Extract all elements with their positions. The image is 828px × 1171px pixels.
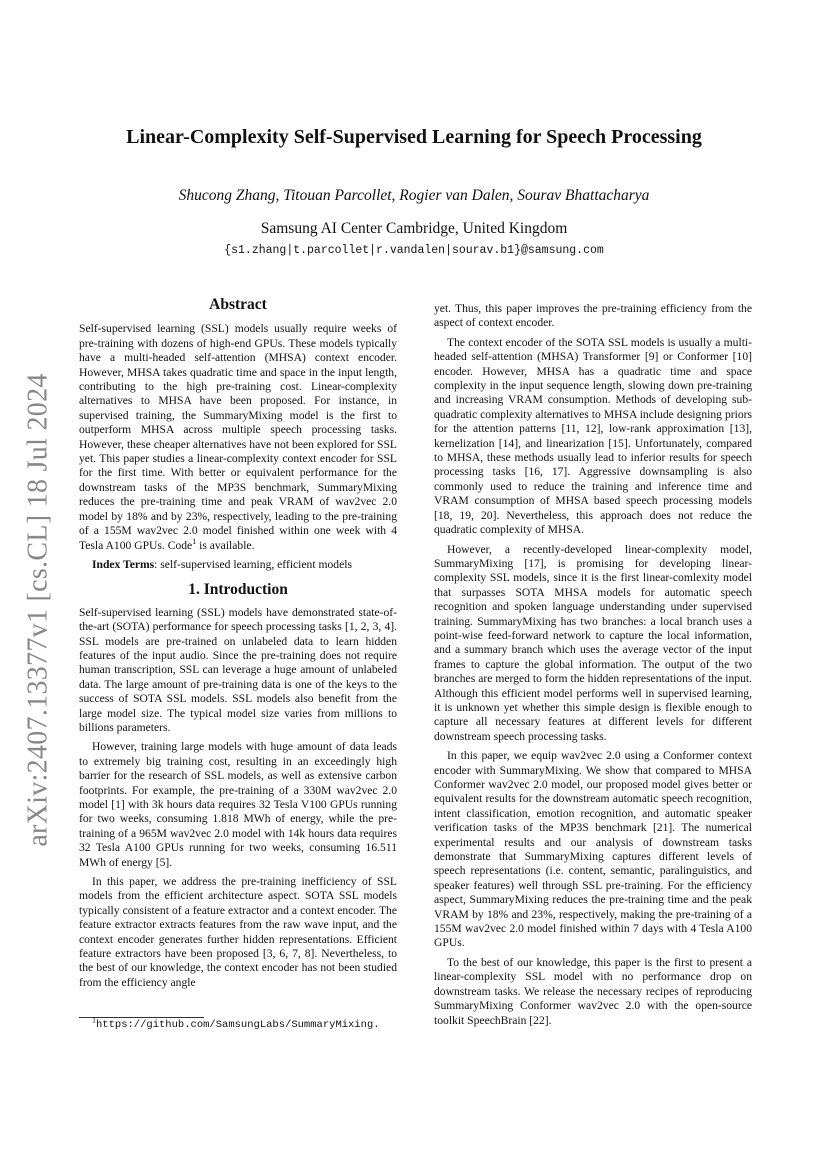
abstract-heading: Abstract — [209, 296, 267, 313]
arxiv-identifier-stamp — [14, 372, 64, 848]
intro-paragraph: Self-supervised learning (SSL) models have demonstrated state-of-the-art (SOTA) performance for speech processing tasks [1, 2, 3, 4]. SSL models are pre-trained on unlabeled data to learn hidden features of the input audio. Since the pre-training does not require human transcription, SSL can leverage a huge amount of unlabeled data. The large amount of pre-training data is one of the keys to the success of SOTA SSL models. SSL models also benefit from the large model size. The typical model size varies from millions to billions parameters. — [79, 605, 397, 734]
intro-paragraph: The context encoder of the SOTA SSL models is usually a multi-headed self-attention (MHSA) Transformer [9] or Conformer [10] encoder. However, MHSA has a quadratic time and space complexity in the input sequence length, slowing down pre-training and increasing VRAM consumption. Methods of developing sub-quadratic complexity alternatives to MHSA include designing priors for the attention patterns [11, 12], low-rank approximation [13], kernelization [14], and linearization [15]. Unfortunately, compared to MHSA, these methods usually lead to inferior results for speech processing tasks [16, 17]. Aggressive downsampling is also commonly used to reduce the training and inference time and VRAM consumption of MHSA based speech processing models [18, 19, 20]. Nevertheless, this approach does not reduce the quadratic complexity of MHSA. — [434, 335, 752, 537]
intro-paragraph: However, training large models with huge amount of data leads to extremely big training cost, resulting in an exceedingly high barrier for the research of SSL models, as well as extensive carbon footprints. For example, the pre-training of a 330M wav2vec 2.0 model [1] with 3k hours data requires 32 Tesla V100 GPUs running for two weeks, consuming 1.818 MWh of energy, while the pre-training of a 965M wav2vec 2.0 model with 14k hours data requires 32 Tesla A100 GPUs running for two weeks, consuming 16.511 MWh of energy [5]. — [79, 740, 397, 869]
arxiv-identifier-text: arXiv:2407.13377v1 [cs.CL] 18 Jul 2024 — [23, 373, 55, 847]
abstract-body — [79, 322, 397, 553]
introduction-heading: 1. Introduction — [188, 581, 288, 599]
footnote-link[interactable]: https://github.com/SamsungLabs/SummaryMixing. — [96, 1019, 380, 1031]
abstract-text-end: is available. — [196, 538, 255, 552]
left-column — [79, 298, 397, 995]
abstract-text: Self-supervised learning (SSL) models usually require weeks of pre-training with dozens of high-end GPUs. These models typically have a multi-headed self-attention (MHSA) context encoder. However, MHSA takes quadratic time and space in the input length, contributing to the high pre-training cost. Linear-complexity alternatives to MHSA have been proposed. For instance, in supervised training, the SummaryMixing model is the first to outperform MHSA across multiple speech processing tasks. However, these cheaper alternatives have not been explored for SSL yet. This paper studies a linear-complexity context encoder for SSL for the first time. With better or equivalent performance for the downstream tasks of the MP3S benchmark, SummaryMixing reduces the pre-training time and peak VRAM of wav2vec 2.0 model by 18% and by 23%, respectively, leading to the pre-training of a 155M wav2vec 2.0 model finished within one week with 4 Tesla A100 GPUs. Code — [79, 322, 397, 552]
index-terms-list: : self-supervised learning, efficient models — [154, 557, 352, 571]
author-list: Shucong Zhang, Titouan Parcollet, Rogier van Dalen, Sourav Bhattacharya — [178, 187, 650, 204]
intro-paragraph: In this paper, we address the pre-training inefficiency of SSL models from the efficient architecture aspect. SOTA SSL models typically consistent of a feature extractor and a context encoder. The feature extractor extracts features from the raw wave input, and the context encoder generates further hidden representations. Efficient feature extractors have been proposed [3, 6, 7, 8]. Nevertheless, to the best of our knowledge, the context encoder has not been studied from the efficiency angle — [79, 875, 397, 989]
author-emails: {s1.zhang|t.parcollet|r.vandalen|sourav.b1}@samsung.com — [224, 244, 604, 257]
footnote-divider — [79, 1017, 204, 1018]
footnote-number: 1 — [92, 1015, 96, 1025]
intro-paragraph: To the best of our knowledge, this paper is the first to present a linear-complexity SSL model with no performance drop on downstream tasks. We release the necessary recipes of reproducing SummaryMixing Conformer wav2vec 2.0 with the open-source toolkit SpeechBrain [22]. — [434, 955, 752, 1027]
right-column — [434, 302, 752, 1033]
index-terms-label: Index Terms — [92, 557, 155, 571]
paper-title: Linear-Complexity Self-Supervised Learning for Speech Processing — [126, 126, 702, 148]
intro-paragraph: yet. Thus, this paper improves the pre-training efficiency from the aspect of context encoder. — [434, 302, 752, 330]
footnote-marker: 1 — [192, 536, 197, 546]
intro-paragraph: In this paper, we equip wav2vec 2.0 using a Conformer context encoder with SummaryMixing. We show that compared to MHSA Conformer wav2vec 2.0 model, our proposed model gives better or equivalent results for the downstream automatic speech recognition, intent classification, emotion recognition, and automatic speaker verification tasks of the MP3S benchmark [21]. The numerical experimental results and our analysis of downstream tasks demonstrate that SummaryMixing captures different levels of speech representations (i.e. content, semantic, paralinguistics, and speaker features) well through SSL pre-training. For the efficiency aspect, SummaryMixing reduces the pre-training time and the peak VRAM by 18% and 23%, respectively, making the pre-training of a 155M wav2vec 2.0 model finished within 7 days with 4 Tesla A100 GPUs. — [434, 749, 752, 950]
intro-paragraph: However, a recently-developed linear-complexity model, SummaryMixing [17], is promising for developing linear-complexity SSL models, since it is the first linear-comlexity model that surpasses SOTA MHSA models for automatic speech recognition and spoken language understanding under supervised training. SummaryMixing has two branches: a local branch uses a point-wise feed-forward network to capture the local information, and a summary branch which uses the average vector of the input frames to capture the global information. The output of the two branches are merged to form the hidden representations of the input. Although this efficient model performs well in supervised learning, it is unknown yet whether this simple design is flexible enough to capture all necessary features at different levels for different downstream speech processing tasks. — [434, 542, 752, 743]
footnote — [92, 1015, 380, 1031]
index-terms — [79, 558, 397, 572]
affiliation: Samsung AI Center Cambridge, United Kingdom — [260, 220, 568, 237]
